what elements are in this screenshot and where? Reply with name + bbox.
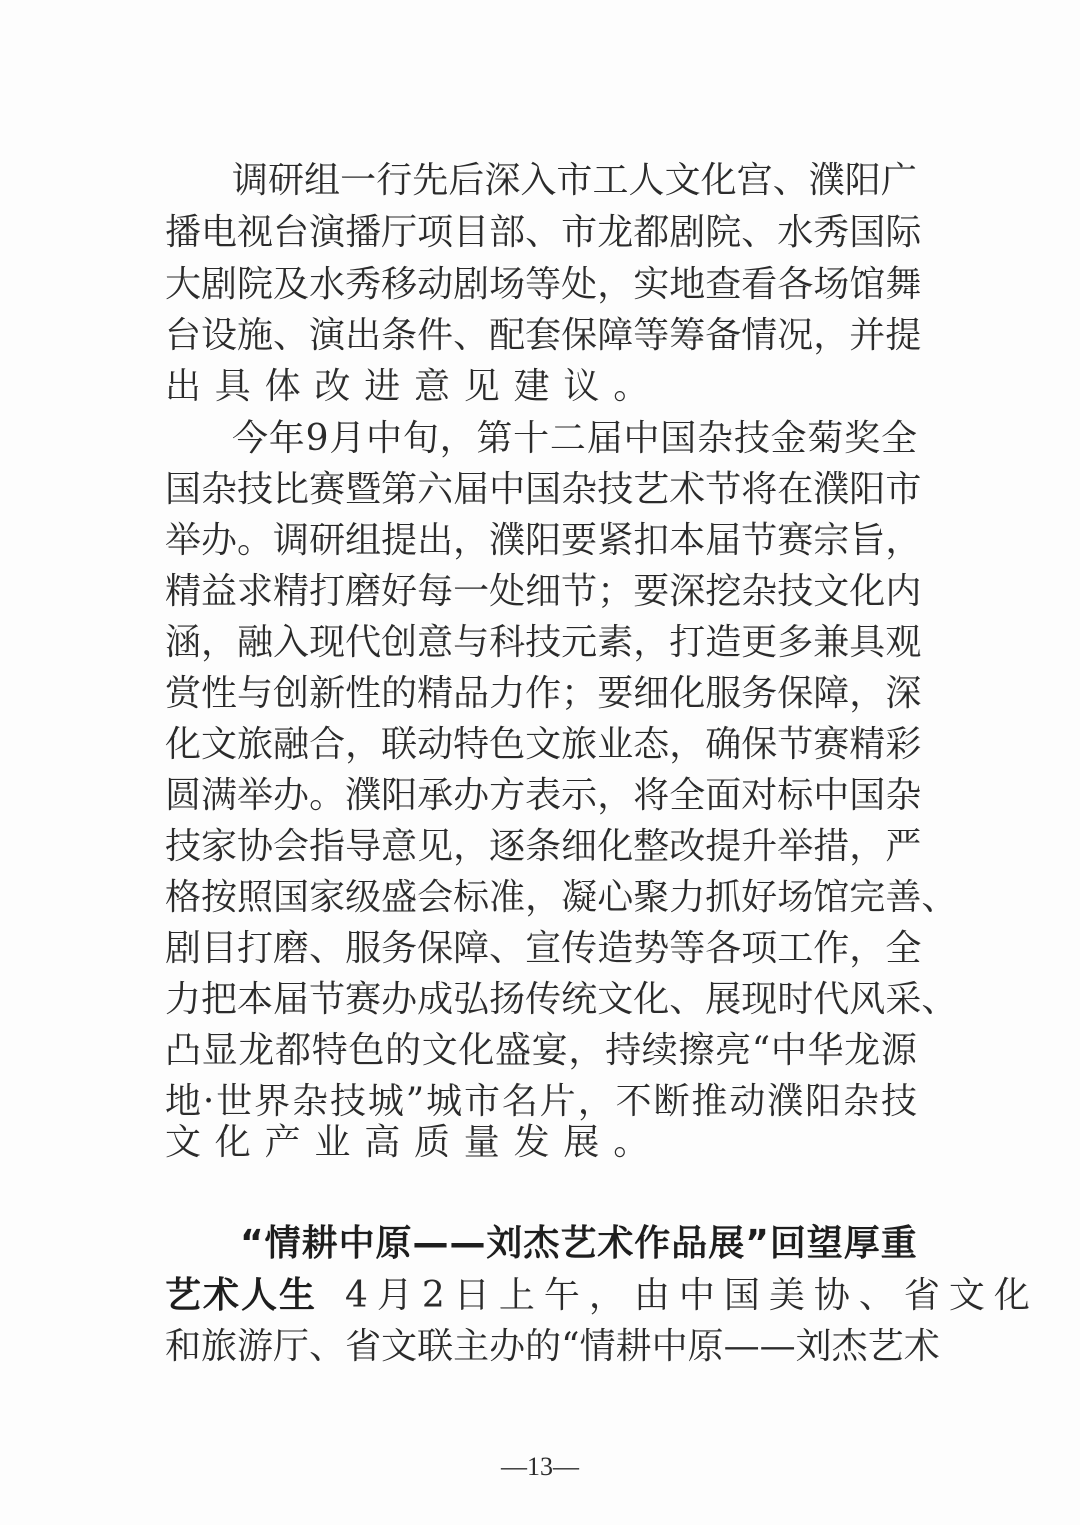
paragraph-2-line-9: 技 家 协 会 指 导 意 见 ， 逐 条 细 化 整 改 提 升 举 措 ， 严 — [165, 826, 922, 867]
page-number: —13— — [501, 1452, 579, 1481]
paragraph-2-line-5: 涵 ， 融 入 现 代 创 意 与 科 技 元 素 ， 打 造 更 多 兼 具 观 — [165, 622, 922, 663]
paragraph-2-line-3: 举 办 。 调 研 组 提 出 ， 濮 阳 要 紧 扣 本 届 节 赛 宗 旨 ， — [165, 520, 922, 561]
paragraph-1-line-2: 播 电 视 台 演 播 厅 项 目 部 、 市 龙 都 剧 院 、 水 秀 国 际 — [165, 212, 922, 253]
paragraph-2-line-10: 格 按 照 国 家 级 盛 会 标 准 ， 凝 心 聚 力 抓 好 场 馆 完 善 、 — [165, 877, 958, 918]
paragraph-2-line-12: 力 把 本 届 节 赛 办 成 弘 扬 传 统 文 化 、 展 现 时 代 风 采 、 — [165, 979, 958, 1020]
paragraph-1-line-3: 大 剧 院 及 水 秀 移 动 剧 场 等 处 ， 实 地 查 看 各 场 馆 舞 — [165, 264, 922, 305]
section-body-line-1: 4月2日上午，由中国美协、省文化 — [345, 1275, 1039, 1316]
paragraph-2-line-7: 化 文 旅 融 合 ， 联 动 特 色 文 旅 业 态 ， 确 保 节 赛 精 彩 — [165, 724, 922, 765]
paragraph-2-line-1: 今 年 9 月 中 旬 ， 第 十 二 届 中 国 杂 技 金 菊 奖 全 — [232, 418, 917, 459]
section-body-line-2: 和 旅 游 厅 、 省 文 联 主 办 的 “ 情 耕 中 原 — — 刘 杰 艺 术 — [165, 1326, 940, 1367]
paragraph-1-line-5: 出具体改进意见建议。 — [165, 366, 664, 407]
section-line-2 — [165, 1270, 1039, 1322]
section-heading-line-1: “ 情 耕 中 原 — — 刘 杰 艺 术 作 品 展 ” 回 望 厚 重 — [240, 1223, 917, 1264]
paragraph-2-line-6: 赏 性 与 创 新 性 的 精 品 力 作 ； 要 细 化 服 务 保 障 ， 深 — [165, 673, 922, 714]
paragraph-2-line-8: 圆 满 举 办 。 濮 阳 承 办 方 表 示 ， 将 全 面 对 标 中 国 杂 — [165, 775, 922, 816]
paragraph-2-line-13: 凸 显 龙 都 特 色 的 文 化 盛 宴 ， 持 续 擦 亮 “ 中 华 龙 源 — [165, 1030, 917, 1071]
paragraph-2-line-15: 文化产业高质量发展。 — [165, 1122, 664, 1163]
paragraph-2-line-14: 地 · 世 界 杂 技 城 ” 城 市 名 片 ， 不 断 推 动 濮 阳 杂 技 — [165, 1081, 917, 1122]
paragraph-2-line-2: 国 杂 技 比 赛 暨 第 六 届 中 国 杂 技 艺 术 节 将 在 濮 阳 市 — [165, 469, 922, 510]
paragraph-2-line-11: 剧 目 打 磨 、 服 务 保 障 、 宣 传 造 势 等 各 项 工 作 ， 全 — [165, 928, 922, 969]
section-heading-line-2: 艺术人生 — [165, 1275, 318, 1316]
paragraph-1-line-4: 台 设 施 、 演 出 条 件 、 配 套 保 障 等 筹 备 情 况 ， 并 提 — [165, 315, 922, 356]
paragraph-1-line-1: 调 研 组 一 行 先 后 深 入 市 工 人 文 化 宫 、 濮 阳 广 — [232, 160, 917, 201]
paragraph-2-line-4: 精 益 求 精 打 磨 好 每 一 处 细 节 ； 要 深 挖 杂 技 文 化 内 — [165, 571, 922, 612]
